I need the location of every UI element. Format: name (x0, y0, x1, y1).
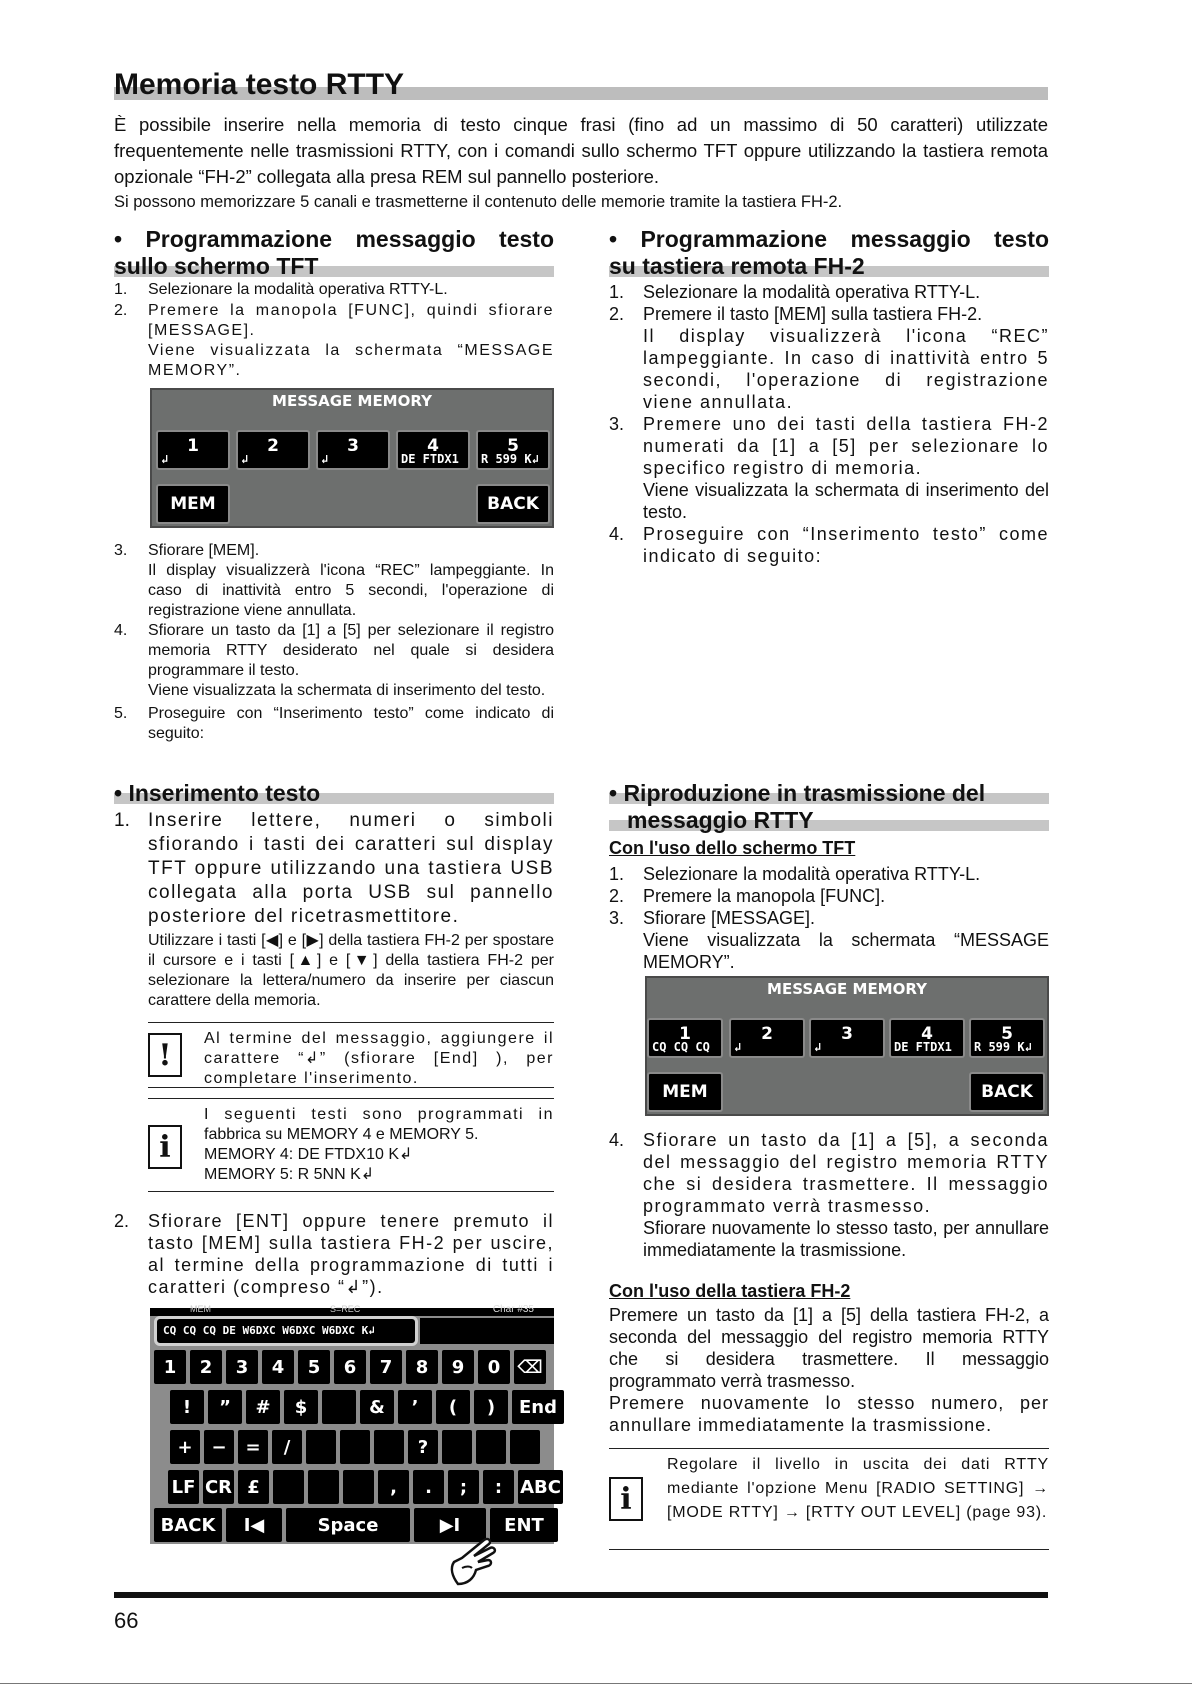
intro-paragraph: È possibile inserire nella memoria di testo cinque frasi (fino ad un massimo di 50 caratteri) utilizzate frequentemente nelle trasmissioni RTTY, con i comandi sullo schermo TFT oppure utilizzando la tastiera remota opzionale “FH-2” collegata alla presa REM sul pannello posteriore. (114, 114, 1048, 187)
text-input-steps (114, 809, 554, 1011)
keyboard-key[interactable]: 5 (298, 1350, 330, 1384)
list-item: 4. Sfiorare un tasto da [1] a [5] per selezionare il registro memoria RTTY desiderato nel quale si desidera programmare il testo. Viene visualizzata la schermata di inserimento del testo. (114, 622, 554, 699)
memory-key-4[interactable]: 4 DE FTDX1 (889, 1018, 965, 1058)
heading-line-1: • Programmazione messaggio testo (114, 226, 554, 252)
keyboard-key[interactable]: BACK (154, 1508, 222, 1542)
keyboard-key[interactable] (273, 1470, 304, 1504)
list-item: 4. Proseguire con “Inserimento testo” come indicato di seguito: (609, 524, 1049, 566)
section-heading-fh2-programming: • Programmazione messaggio testo su tastiera remota FH-2 (609, 226, 1049, 279)
keyboard-key[interactable] (442, 1430, 472, 1464)
mem-button[interactable]: MEM (156, 484, 230, 524)
keyboard-key[interactable]: 2 (190, 1350, 222, 1384)
keyboard-key[interactable]: ” (208, 1390, 242, 1424)
keyboard-key[interactable]: − (204, 1430, 234, 1464)
playback-step-4 (609, 1129, 1049, 1261)
subheading-fh2: Con l'uso della tastiera FH-2 (609, 1281, 851, 1301)
list-item: 4. Sfiorare un tasto da [1] a [5], a seconda del messaggio del registro memoria RTTY che si desidera trasmettere. Il messaggio programmato verrà trasmesso. Sfiorare nuovamente lo stesso tasto, per annullare immediatamente la trasmissione. (609, 1130, 1049, 1260)
fh2-programming-steps (609, 281, 1049, 567)
fh2-cancel-paragraph: Premere nuovamente lo stesso numero, per annullare immediatamente la trasmissione. (609, 1393, 1049, 1435)
subheading-tft: Con l'uso dello schermo TFT (609, 838, 856, 858)
keyboard-key[interactable]: ) (474, 1390, 508, 1424)
text-input-step-2 (114, 1210, 554, 1298)
info-note-factory-memories: i I seguenti testi sono programmati in fabbrica su MEMORY 4 e MEMORY 5. MEMORY 4: DE FTDX10 K↲ MEMORY 5: R 5NN K↲ (148, 1098, 554, 1192)
keyboard-key[interactable]: ; (448, 1470, 479, 1504)
memory-key-4[interactable]: 4 DE FTDX1 (396, 430, 470, 470)
screen-header: MESSAGE MEMORY (272, 392, 432, 410)
tft-programming-steps (114, 280, 554, 381)
list-item: 1. Selezionare la modalità operativa RTTY-L. (609, 864, 981, 884)
mem-button[interactable]: MEM (647, 1072, 723, 1112)
keyboard-key[interactable] (343, 1470, 374, 1504)
section-heading-text-input: • Inserimento testo (114, 780, 554, 807)
memory-key-3[interactable]: 3 ↲ (809, 1018, 885, 1058)
keyboard-key[interactable]: : (483, 1470, 514, 1504)
section-heading-tft-programming: • Programmazione messaggio testo sullo schermo TFT (114, 226, 554, 279)
warning-note: ! Al termine del messaggio, aggiungere il carattere “↲” (sfiorare [End] ), per completare l'inserimento. (148, 1022, 554, 1088)
keyboard-key[interactable]: ENT (490, 1508, 558, 1542)
keyboard-key[interactable]: ’ (398, 1390, 432, 1424)
memory-key-2[interactable]: 2 ↲ (729, 1018, 805, 1058)
keyboard-key[interactable]: ABC (518, 1470, 563, 1504)
playback-tft-steps (609, 863, 1049, 973)
message-memory-screen-playback (645, 976, 1049, 1116)
keyboard-key[interactable]: 4 (262, 1350, 294, 1384)
keyboard-key[interactable]: 0 (478, 1350, 510, 1384)
keyboard-key[interactable]: & (360, 1390, 394, 1424)
list-item: 1. Selezionare la modalità operativa RTTY-L. (114, 281, 448, 298)
list-item: 2. Premere la manopola [FUNC]. (609, 886, 886, 906)
keyboard-key[interactable]: £ (238, 1470, 269, 1504)
keyboard-key[interactable]: I◀ (226, 1508, 282, 1542)
memory-key-3[interactable]: 3 ↲ (316, 430, 390, 470)
list-item: 3. Sfiorare [MESSAGE]. Viene visualizzata la schermata “MESSAGE MEMORY”. (609, 908, 1049, 972)
list-item: 1. Inserire lettere, numeri o simboli sfiorando i tasti dei caratteri sul display TFT oppure utilizzando una tastiera USB collegata alla porta USB sul pannello posteriore del ricetrasmettitore. Utilizzare i tasti [◀] e [▶] della tastiera FH-2 per spostare il cursore e i tasti [▲] e [▼] della tastiera FH-2 per selezionare la lettera/numero da inserire per ciascun carattere della memoria. (114, 810, 554, 1009)
keyboard-key[interactable]: + (170, 1430, 200, 1464)
keyboard-key[interactable]: Space (286, 1508, 410, 1542)
back-button[interactable]: BACK (969, 1072, 1045, 1112)
keyboard-key[interactable]: End (512, 1390, 564, 1424)
keyboard-key[interactable] (322, 1390, 356, 1424)
keyboard-key[interactable]: , (378, 1470, 409, 1504)
keyboard-key[interactable] (510, 1430, 540, 1464)
keyboard-key[interactable]: 1 (154, 1350, 186, 1384)
keyboard-key[interactable] (306, 1430, 336, 1464)
memory-key-1[interactable]: 1 ↲ (156, 430, 230, 470)
keyboard-key[interactable]: ⌫ (514, 1350, 546, 1384)
keyboard-key[interactable] (340, 1430, 370, 1464)
message-memory-screen (150, 388, 554, 528)
keyboard-key[interactable]: # (246, 1390, 280, 1424)
keyboard-key[interactable] (374, 1430, 404, 1464)
keyboard-key[interactable]: CR (203, 1470, 234, 1504)
page-title: Memoria testo RTTY (114, 66, 1048, 100)
list-item: 3. Sfiorare [MEM]. Il display visualizzerà l'icona “REC” lampeggiante. In caso di inattività entro 5 secondi, l'operazione di registrazione viene annullata. (114, 542, 554, 619)
keyboard-key[interactable]: 6 (334, 1350, 366, 1384)
keyboard-key[interactable]: / (272, 1430, 302, 1464)
list-item: 2. Sfiorare [ENT] oppure tenere premuto il tasto [MEM] sulla tastiera FH-2 per uscire, al termine della programmazione di tutti i caratteri (compreso “↲”). (114, 1211, 554, 1297)
list-item: 5. Proseguire con “Inserimento testo” come indicato di seguito: (114, 705, 554, 742)
back-button[interactable]: BACK (476, 484, 550, 524)
keyboard-key[interactable] (476, 1430, 506, 1464)
memory-key-5[interactable]: 5 R 599 K↲ (969, 1018, 1045, 1058)
keyboard-key[interactable]: ▶I (414, 1508, 486, 1542)
memory-key-5[interactable]: 5 R 599 K↲ (476, 430, 550, 470)
list-item: 2. Premere il tasto [MEM] sulla tastiera FH-2. Il display visualizzerà l'icona “REC” lampeggiante. In caso di inattività entro 5 secondi, l'operazione di registrazione viene annullata. (609, 304, 1049, 412)
page-bottom-edge (0, 1683, 1192, 1684)
tft-programming-steps-continued (114, 541, 554, 744)
keyboard-key[interactable] (308, 1470, 339, 1504)
keyboard-key[interactable]: 3 (226, 1350, 258, 1384)
keyboard-key[interactable]: . (413, 1470, 444, 1504)
fh2-playback-paragraph: Premere un tasto da [1] a [5] della tastiera FH-2, a seconda del messaggio del registro memoria RTTY che si desidera trasmettere. Il messaggio programmato verrà trasmesso. (609, 1305, 1049, 1391)
info-note-rtty-level: i Regolare il livello in uscita dei dati RTTY mediante l'opzione Menu [RADIO SETTING] → [MODE RTTY] → [RTTY OUT LEVEL] (page 93). (609, 1448, 1049, 1550)
keyboard-key[interactable]: ( (436, 1390, 470, 1424)
page-number: 66 (114, 1608, 139, 1633)
keyboard-key[interactable]: = (238, 1430, 268, 1464)
keyboard-key[interactable]: ! (170, 1390, 204, 1424)
list-item: 3. Premere uno dei tasti della tastiera FH-2 numerati da [1] a [5] per selezionare lo specifico registro di memoria. Viene visualizzata la schermata di inserimento del testo. (609, 414, 1049, 522)
footer-rule (114, 1592, 1048, 1598)
memory-key-2[interactable]: 2 ↲ (236, 430, 310, 470)
info-icon: i (148, 1125, 182, 1169)
screen-header: MESSAGE MEMORY (767, 980, 927, 998)
keyboard-key[interactable]: 8 (406, 1350, 438, 1384)
info-icon: i (609, 1477, 643, 1521)
pointing-hand-icon (444, 1532, 500, 1588)
keyboard-key[interactable]: 7 (370, 1350, 402, 1384)
keyboard-key[interactable]: LF (168, 1470, 199, 1504)
exclamation-icon: ! (148, 1033, 182, 1077)
keyboard-key[interactable]: $ (284, 1390, 318, 1424)
text-entry-keyboard-screen: MEM S=REC Char #35 CQ CQ CQ DE W6DXC W6DXC W6DXC K↲ 1 2 3 4 5 6 7 8 9 0 ⌫ ! ” # $ & ’ ( ) End + − = / ? LF CR £ , . ; : ABC BACK I◀ Space ▶I ENT (150, 1308, 554, 1544)
intro-note: Si possono memorizzare 5 canali e trasmetterne il contenuto delle memorie tramite la tastiera FH-2. (114, 193, 843, 211)
section-heading-playback: • Riproduzione in trasmissione del messaggio RTTY (609, 780, 1049, 834)
list-item: 2. Premere la manopola [FUNC], quindi sfiorare [MESSAGE]. Viene visualizzata la schermata “MESSAGE MEMORY”. (114, 302, 554, 379)
keyboard-key[interactable]: ? (408, 1430, 438, 1464)
memory-key-1[interactable]: 1 CQ CQ CQ (647, 1018, 723, 1058)
message-text-field[interactable]: CQ CQ CQ DE W6DXC W6DXC W6DXC K↲ (154, 1316, 418, 1346)
list-item: 1. Selezionare la modalità operativa RTTY-L. (609, 282, 981, 302)
keyboard-key[interactable]: 9 (442, 1350, 474, 1384)
